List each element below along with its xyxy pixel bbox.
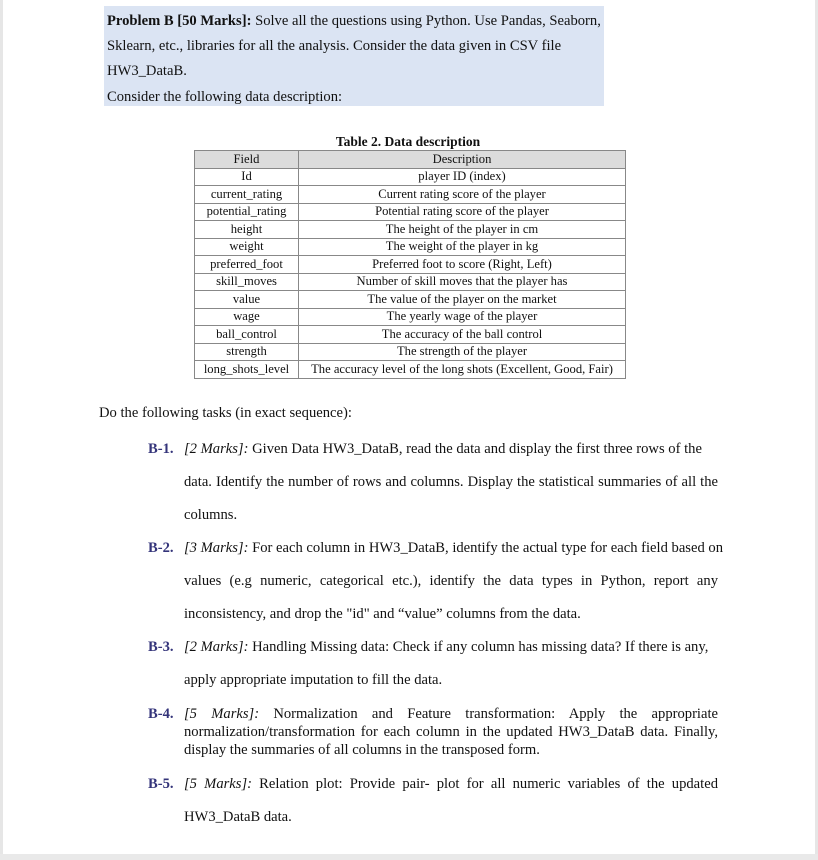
task-b5-marks: [5 Marks]:: [184, 776, 252, 792]
task-number-b4: B-4.: [148, 706, 174, 722]
table-row: [195, 238, 626, 256]
task-b3-line-2: apply appropriate imputation to fill the data.: [184, 672, 443, 688]
task-number-b1: B-1.: [148, 441, 174, 457]
field-cell: current_rating: [195, 186, 299, 204]
table-row: [195, 291, 626, 309]
task-b4-line-2: normalization/transformation for each column in the updated HW3_DataB data. Finally,: [184, 724, 718, 740]
field-cell: wage: [195, 308, 299, 326]
description-cell: The value of the player on the market: [299, 291, 626, 309]
data-description-table: [194, 150, 626, 379]
field-cell: Id: [195, 168, 299, 186]
description-cell: The strength of the player: [299, 343, 626, 361]
problem-header-line-1: [107, 12, 601, 30]
table-row: [195, 273, 626, 291]
problem-header-line-3: HW3_DataB.: [107, 63, 187, 79]
field-cell: ball_control: [195, 326, 299, 344]
table-row: [195, 308, 626, 326]
problem-header-line-4: Consider the following data description:: [107, 89, 343, 105]
page-edge-left: [0, 0, 3, 860]
task-number-b2: B-2.: [148, 540, 174, 556]
description-cell: Preferred foot to score (Right, Left): [299, 256, 626, 274]
tasks-intro: Do the following tasks (in exact sequence):: [99, 405, 352, 421]
table-row: [195, 326, 626, 344]
task-b2-line-1: [184, 540, 724, 557]
task-number-b5: B-5.: [148, 776, 174, 792]
task-b5-line-1: [184, 776, 718, 793]
table-row: [195, 168, 626, 186]
description-cell: Current rating score of the player: [299, 186, 626, 204]
problem-title: Problem B [50 Marks]:: [107, 13, 252, 29]
table-caption: Table 2. Data description: [335, 134, 481, 149]
table-row: [195, 361, 626, 379]
task-b1-line-1: [184, 441, 718, 458]
task-b4-line-1: [184, 706, 718, 723]
field-cell: value: [195, 291, 299, 309]
task-b2-text: For each column in HW3_DataB, identify the actual type for each field based on: [248, 540, 724, 556]
description-cell: The height of the player in cm: [299, 221, 626, 239]
table-row: [195, 203, 626, 221]
description-cell: The accuracy level of the long shots (Excellent, Good, Fair): [299, 361, 626, 379]
problem-intro-text: Solve all the questions using Python. Use Pandas, Seaborn,: [251, 13, 601, 29]
field-cell: potential_rating: [195, 203, 299, 221]
field-cell: preferred_foot: [195, 256, 299, 274]
table-row: [195, 221, 626, 239]
task-b4-text: Normalization and Feature transformation: Apply the appropriate: [259, 706, 718, 722]
description-cell: The accuracy of the ball control: [299, 326, 626, 344]
description-cell: The weight of the player in kg: [299, 238, 626, 256]
field-cell: weight: [195, 238, 299, 256]
table-row: [195, 343, 626, 361]
task-b1-marks: [2 Marks]:: [184, 441, 249, 457]
description-cell: player ID (index): [299, 168, 626, 186]
field-cell: long_shots_level: [195, 361, 299, 379]
table-header-description: Description: [299, 151, 626, 169]
task-b1-line-2: data. Identify the number of rows and columns. Display the statistical summaries of all the: [184, 474, 718, 490]
task-b1-line-3: columns.: [184, 507, 238, 523]
page-bottom-strip: [0, 854, 818, 860]
task-b3-line-1: [184, 639, 718, 656]
description-cell: Potential rating score of the player: [299, 203, 626, 221]
description-cell: The yearly wage of the player: [299, 308, 626, 326]
task-b3-marks: [2 Marks]:: [184, 639, 249, 655]
description-cell: Number of skill moves that the player has: [299, 273, 626, 291]
problem-header-line-2: Sklearn, etc., libraries for all the analysis. Consider the data given in CSV file: [107, 38, 562, 54]
task-b4-marks: [5 Marks]:: [184, 706, 260, 722]
task-b1-text: Given Data HW3_DataB, read the data and display the first three rows of the: [248, 441, 702, 457]
table-header-field: Field: [195, 151, 299, 169]
task-b4-line-3: display the summaries of all columns in the transposed form.: [184, 742, 540, 758]
task-b5-text: Relation plot: Provide pair- plot for all numeric variables of the updated: [252, 776, 718, 792]
field-cell: strength: [195, 343, 299, 361]
task-b2-marks: [3 Marks]:: [184, 540, 249, 556]
field-cell: height: [195, 221, 299, 239]
table-header-row: [195, 151, 626, 169]
task-b2-line-2: values (e.g numeric, categorical etc.), identify the data types in Python, report any: [184, 573, 718, 589]
task-number-b3: B-3.: [148, 639, 174, 655]
task-b2-line-3: inconsistency, and drop the "id" and “value” columns from the data.: [184, 606, 581, 622]
table-row: [195, 186, 626, 204]
field-cell: skill_moves: [195, 273, 299, 291]
task-b5-line-2: HW3_DataB data.: [184, 809, 292, 825]
table-row: [195, 256, 626, 274]
task-b3-text: Handling Missing data: Check if any column has missing data? If there is any,: [248, 639, 709, 655]
